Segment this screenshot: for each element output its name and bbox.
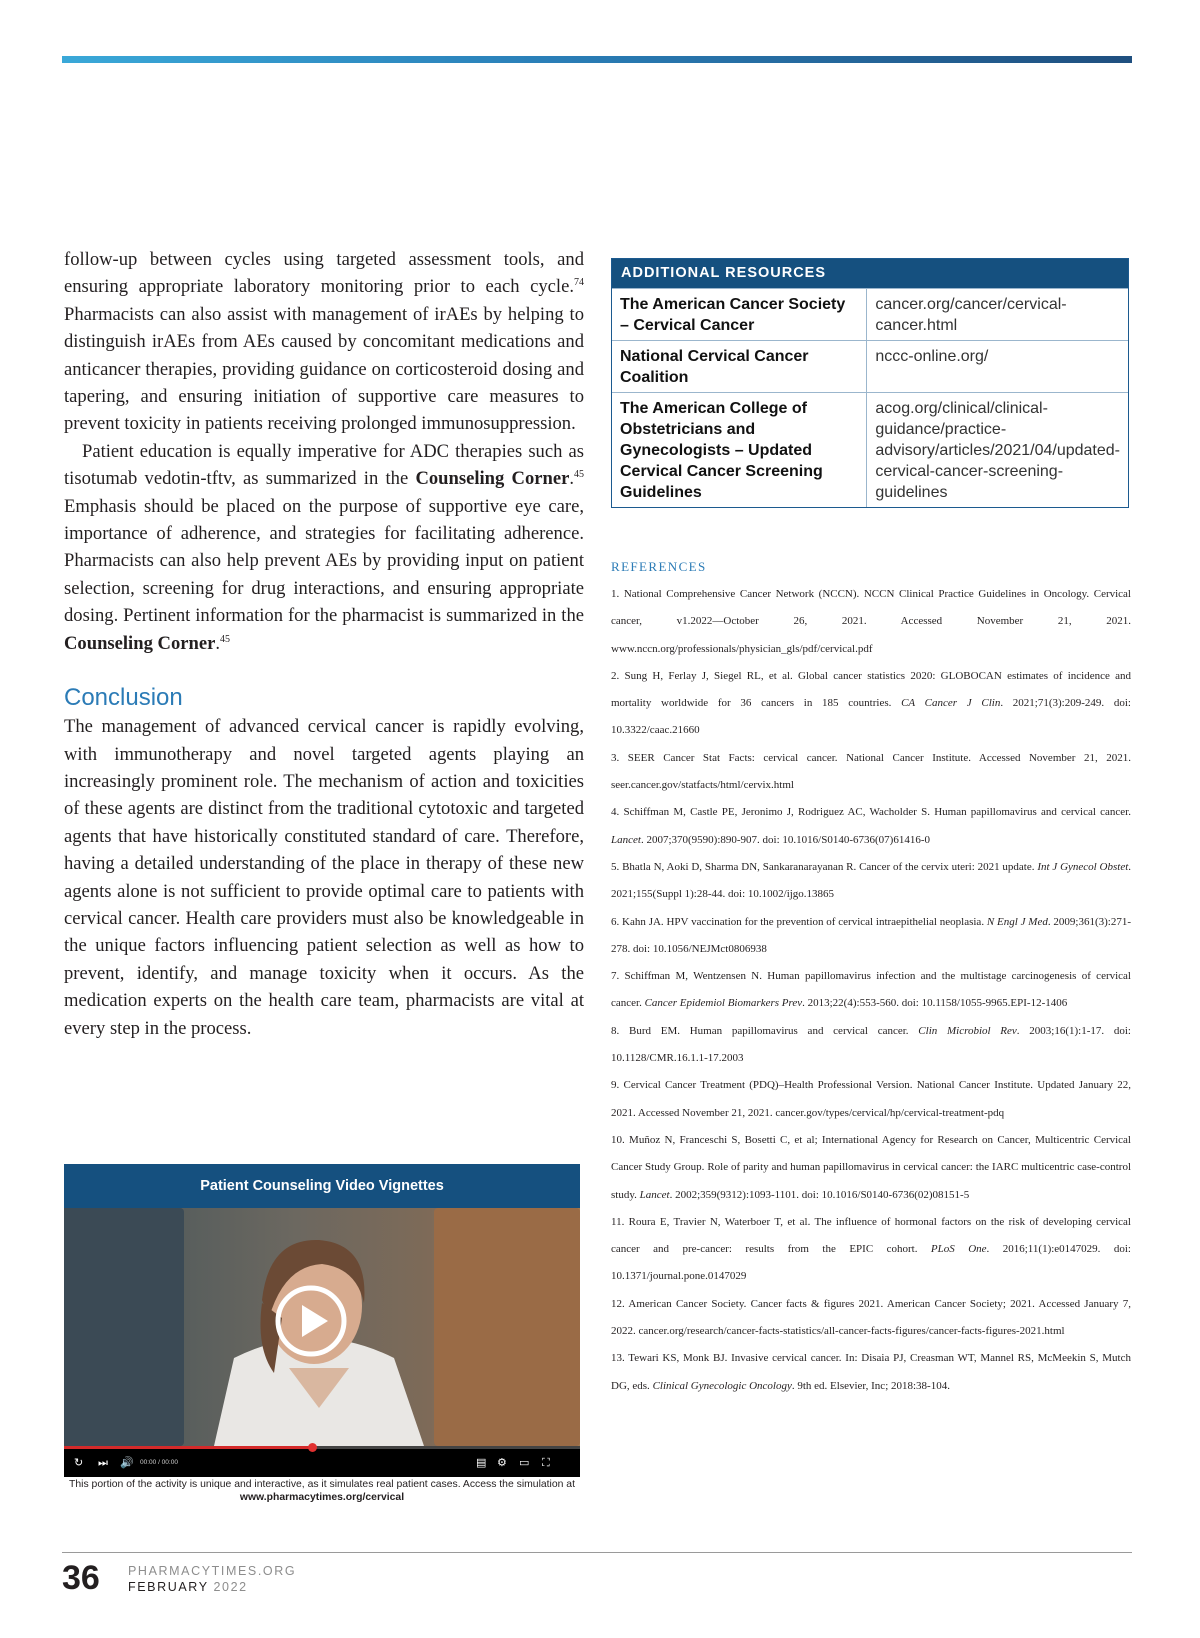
resource-url[interactable]: nccc-online.org/	[867, 341, 1128, 393]
video-frame[interactable]	[64, 1208, 580, 1446]
video-caption: This portion of the activity is unique and interactive, as it simulates real patient cases. Access the simulation at www.pharmacytimes.org/cervical	[69, 1479, 575, 1503]
reference-item: 10. Muñoz N, Franceschi S, Bosetti C, et al; International Agency for Research on Cancer, Multicentric Cervical Cancer Study Group. Role of parity and human papillomavirus in cervical cancer: the IARC multicentric case-control study. Lancet. 2002;359(9312):1093-1101. doi: 10.1016/S0140-6736(02)08151-5	[611, 1133, 1131, 1201]
conclusion-paragraph: The management of advanced cervical cancer is rapidly evolving, with immunotherapy and novel targeted agents playing an increasingly prominent role. The mechanism of action and toxicities of these agents are distinct from the traditional cytotoxic and targeted agents that have historically constituted standard of care. Therefore, having a detailed understanding of the place in therapy of these new agents alone is not sufficient to provide optimal care to patients with cervical cancer. Health care providers must also be knowledgeable in the unique factors influencing patient selection as well as how to prevent, identify, and manage toxicity when it occurs. As the medication experts on the health care team, pharmacists are vital at every step in the process.	[64, 716, 584, 1039]
reference-item: 7. Schiffman M, Wentzensen N. Human papillomavirus infection and the multistage carcinogenesis of cervical cancer. Cancer Epidemiol Biomarkers Prev. 2013;22(4):553-560. doi: 10.1158/1055-9965.EPI-12-1406	[611, 970, 1131, 1010]
counseling-corner-ref: Counseling Corner	[415, 468, 570, 490]
citation-superscript: 45	[574, 469, 585, 481]
counseling-corner-ref: Counseling Corner	[64, 632, 216, 654]
progress-bar[interactable]	[64, 1446, 580, 1449]
skip-icon[interactable]: ⏭	[98, 1456, 108, 1469]
footer-site: PHARMACYTIMES.ORG	[128, 1564, 297, 1578]
table-row	[612, 341, 1128, 393]
reference-item: 8. Burd EM. Human papillomavirus and cervical cancer. Clin Microbiol Rev. 2003;16(1):1-17. doi: 10.1128/CMR.16.1.1-17.2003	[611, 1024, 1131, 1065]
video-controls	[64, 1446, 580, 1477]
time-readout: 00:00 / 00:00	[140, 1459, 178, 1466]
volume-icon[interactable]: 🔊	[120, 1456, 134, 1469]
main-text-column	[64, 246, 584, 1042]
footer-date	[128, 1580, 248, 1595]
references-heading: REFERENCES	[611, 559, 707, 574]
replay-icon[interactable]: ↻	[74, 1456, 84, 1469]
reference-item: 4. Schiffman M, Castle PE, Jeronimo J, Rodriguez AC, Wacholder S. Human papillomavirus and cervical cancer. Lancet. 2007;370(9590):890-907. doi: 10.1016/S0140-6736(07)61416-0	[611, 806, 1131, 846]
reference-item: 13. Tewari KS, Monk BJ. Invasive cervical cancer. In: Disaia PJ, Creasman WT, Mannel RS, McMeekin S, Mutch DG, eds. Clinical Gynecologic Oncology. 9th ed. Elsevier, Inc; 2018:38-104.	[611, 1352, 1131, 1392]
reference-item: 9. Cervical Cancer Treatment (PDQ)–Health Professional Version. National Cancer Institute. Updated January 22, 2021. Accessed November 21, 2021. cancer.gov/types/cervical/hp/cervical-treatment-pdq	[611, 1079, 1131, 1119]
reference-item: 2. Sung H, Ferlay J, Siegel RL, et al. Global cancer statistics 2020: GLOBOCAN estimates of incidence and mortality worldwide for 36 cancers in 185 countries. CA Cancer J Clin. 2021;71(3):209-249. doi: 10.3322/caac.21660	[611, 669, 1131, 737]
page-number: 36	[62, 1559, 100, 1597]
simulation-link[interactable]: www.pharmacytimes.org/cervical	[239, 1492, 405, 1503]
resource-url[interactable]: acog.org/clinical/clinical-guidance/practice-advisory/articles/2021/04/updated-cervical-cancer-screening-guidelines	[867, 393, 1128, 508]
table-row	[612, 393, 1128, 508]
video-title: Patient Counseling Video Vignettes	[64, 1164, 580, 1208]
footer-year: 2022	[213, 1580, 248, 1594]
reference-item: 5. Bhatla N, Aoki D, Sharma DN, Sankaranarayanan R. Cancer of the cervix uteri: 2021 update. Int J Gynecol Obstet. 2021;155(Suppl 1):28-44. doi: 10.1002/ijgo.13865	[611, 860, 1132, 901]
table-row	[612, 289, 1128, 341]
resource-org: The American College of Obstetricians and Gynecologists – Updated Cervical Cancer Screening Guidelines	[612, 393, 867, 508]
progress-fill	[64, 1446, 312, 1449]
conclusion-heading: Conclusion	[64, 684, 183, 712]
citation-superscript: 45	[220, 633, 230, 645]
video-player[interactable]	[64, 1164, 580, 1477]
reference-item: 6. Kahn JA. HPV vaccination for the prevention of cervical intraepithelial neoplasia. N Engl J Med. 2009;361(3):271-278. doi: 10.1056/NEJMct0806938	[611, 915, 1132, 955]
footer-month: FEBRUARY	[128, 1580, 209, 1594]
resource-org: The American Cancer Society – Cervical Cancer	[612, 289, 867, 341]
reference-item: 11. Roura E, Travier N, Waterboer T, et al. The influence of hormonal factors on the risk of developing cervical cancer and pre-cancer: results from the EPIC cohort. PLoS One. 2016;11(1):e0147029. doi: 10.1371/journal.pone.0147029	[611, 1215, 1131, 1283]
resource-url[interactable]: cancer.org/cancer/cervical-cancer.html	[867, 289, 1128, 341]
additional-resources-box	[611, 258, 1129, 508]
settings-icon[interactable]: ⚙	[497, 1456, 507, 1469]
citation-superscript: 74	[574, 277, 584, 289]
theater-icon[interactable]: ▭	[519, 1456, 530, 1469]
top-accent-bar	[62, 56, 1132, 63]
references-list	[611, 581, 1131, 1400]
reference-item: 12. American Cancer Society. Cancer facts & figures 2021. American Cancer Society; 2021. Accessed January 7, 2022. cancer.org/research/cancer-facts-statistics/all-cancer-facts-figures/cancer-facts-figures-2021.html	[611, 1297, 1131, 1338]
reference-item: 3. SEER Cancer Stat Facts: cervical cancer. National Cancer Institute. Accessed November 21, 2021. seer.cancer.gov/statfacts/html/cervix.html	[611, 751, 1131, 792]
resources-title: ADDITIONAL RESOURCES	[612, 259, 1128, 288]
body-paragraph-1: follow-up between cycles using targeted assessment tools, and ensuring appropriate laboratory monitoring prior to each cycle.$^{74}$ Pharmacists can also assist with management of irAEs by helping to distinguish irAEs from AEs caused by concomitant medications and anticancer therapies, providing guidance on corticosteroid dosing and tapering, and ensuring initiation of supportive care measures to prevent toxicity in patients receiving prolonged immunosuppression.	[64, 249, 584, 435]
body-paragraph-2: Patient education is equally imperative for ADC therapies such as tisotumab vedotin-tftv, as summarized in the Counseling Corner.$^{45}$ Emphasis should be placed on the purpose of supportive eye care, importance of adherence, and strategies for facilitating adherence. Pharmacists can also help prevent AEs by providing input on patient selection, screening for drug interactions, and ensuring appropriate dosing. Pertinent information for the pharmacist is summarized in the Counseling Corner.$^{45}$	[64, 440, 585, 654]
reference-item: 1. National Comprehensive Cancer Network (NCCN). NCCN Clinical Practice Guidelines in Oncology. Cervical cancer, v1.2022—October 26, 2021. Accessed November 21, 2021. www.nccn.org/professionals/physician_gls/pdf/cervical.pdf	[611, 588, 1131, 655]
resource-org: National Cervical Cancer Coalition	[612, 341, 867, 393]
play-icon[interactable]	[273, 1283, 349, 1359]
fullscreen-icon[interactable]: ⛶	[542, 1456, 550, 1469]
resources-table	[612, 288, 1128, 507]
footer-divider	[62, 1552, 1132, 1553]
progress-handle[interactable]	[308, 1443, 317, 1452]
captions-icon[interactable]: ▤	[476, 1456, 487, 1469]
